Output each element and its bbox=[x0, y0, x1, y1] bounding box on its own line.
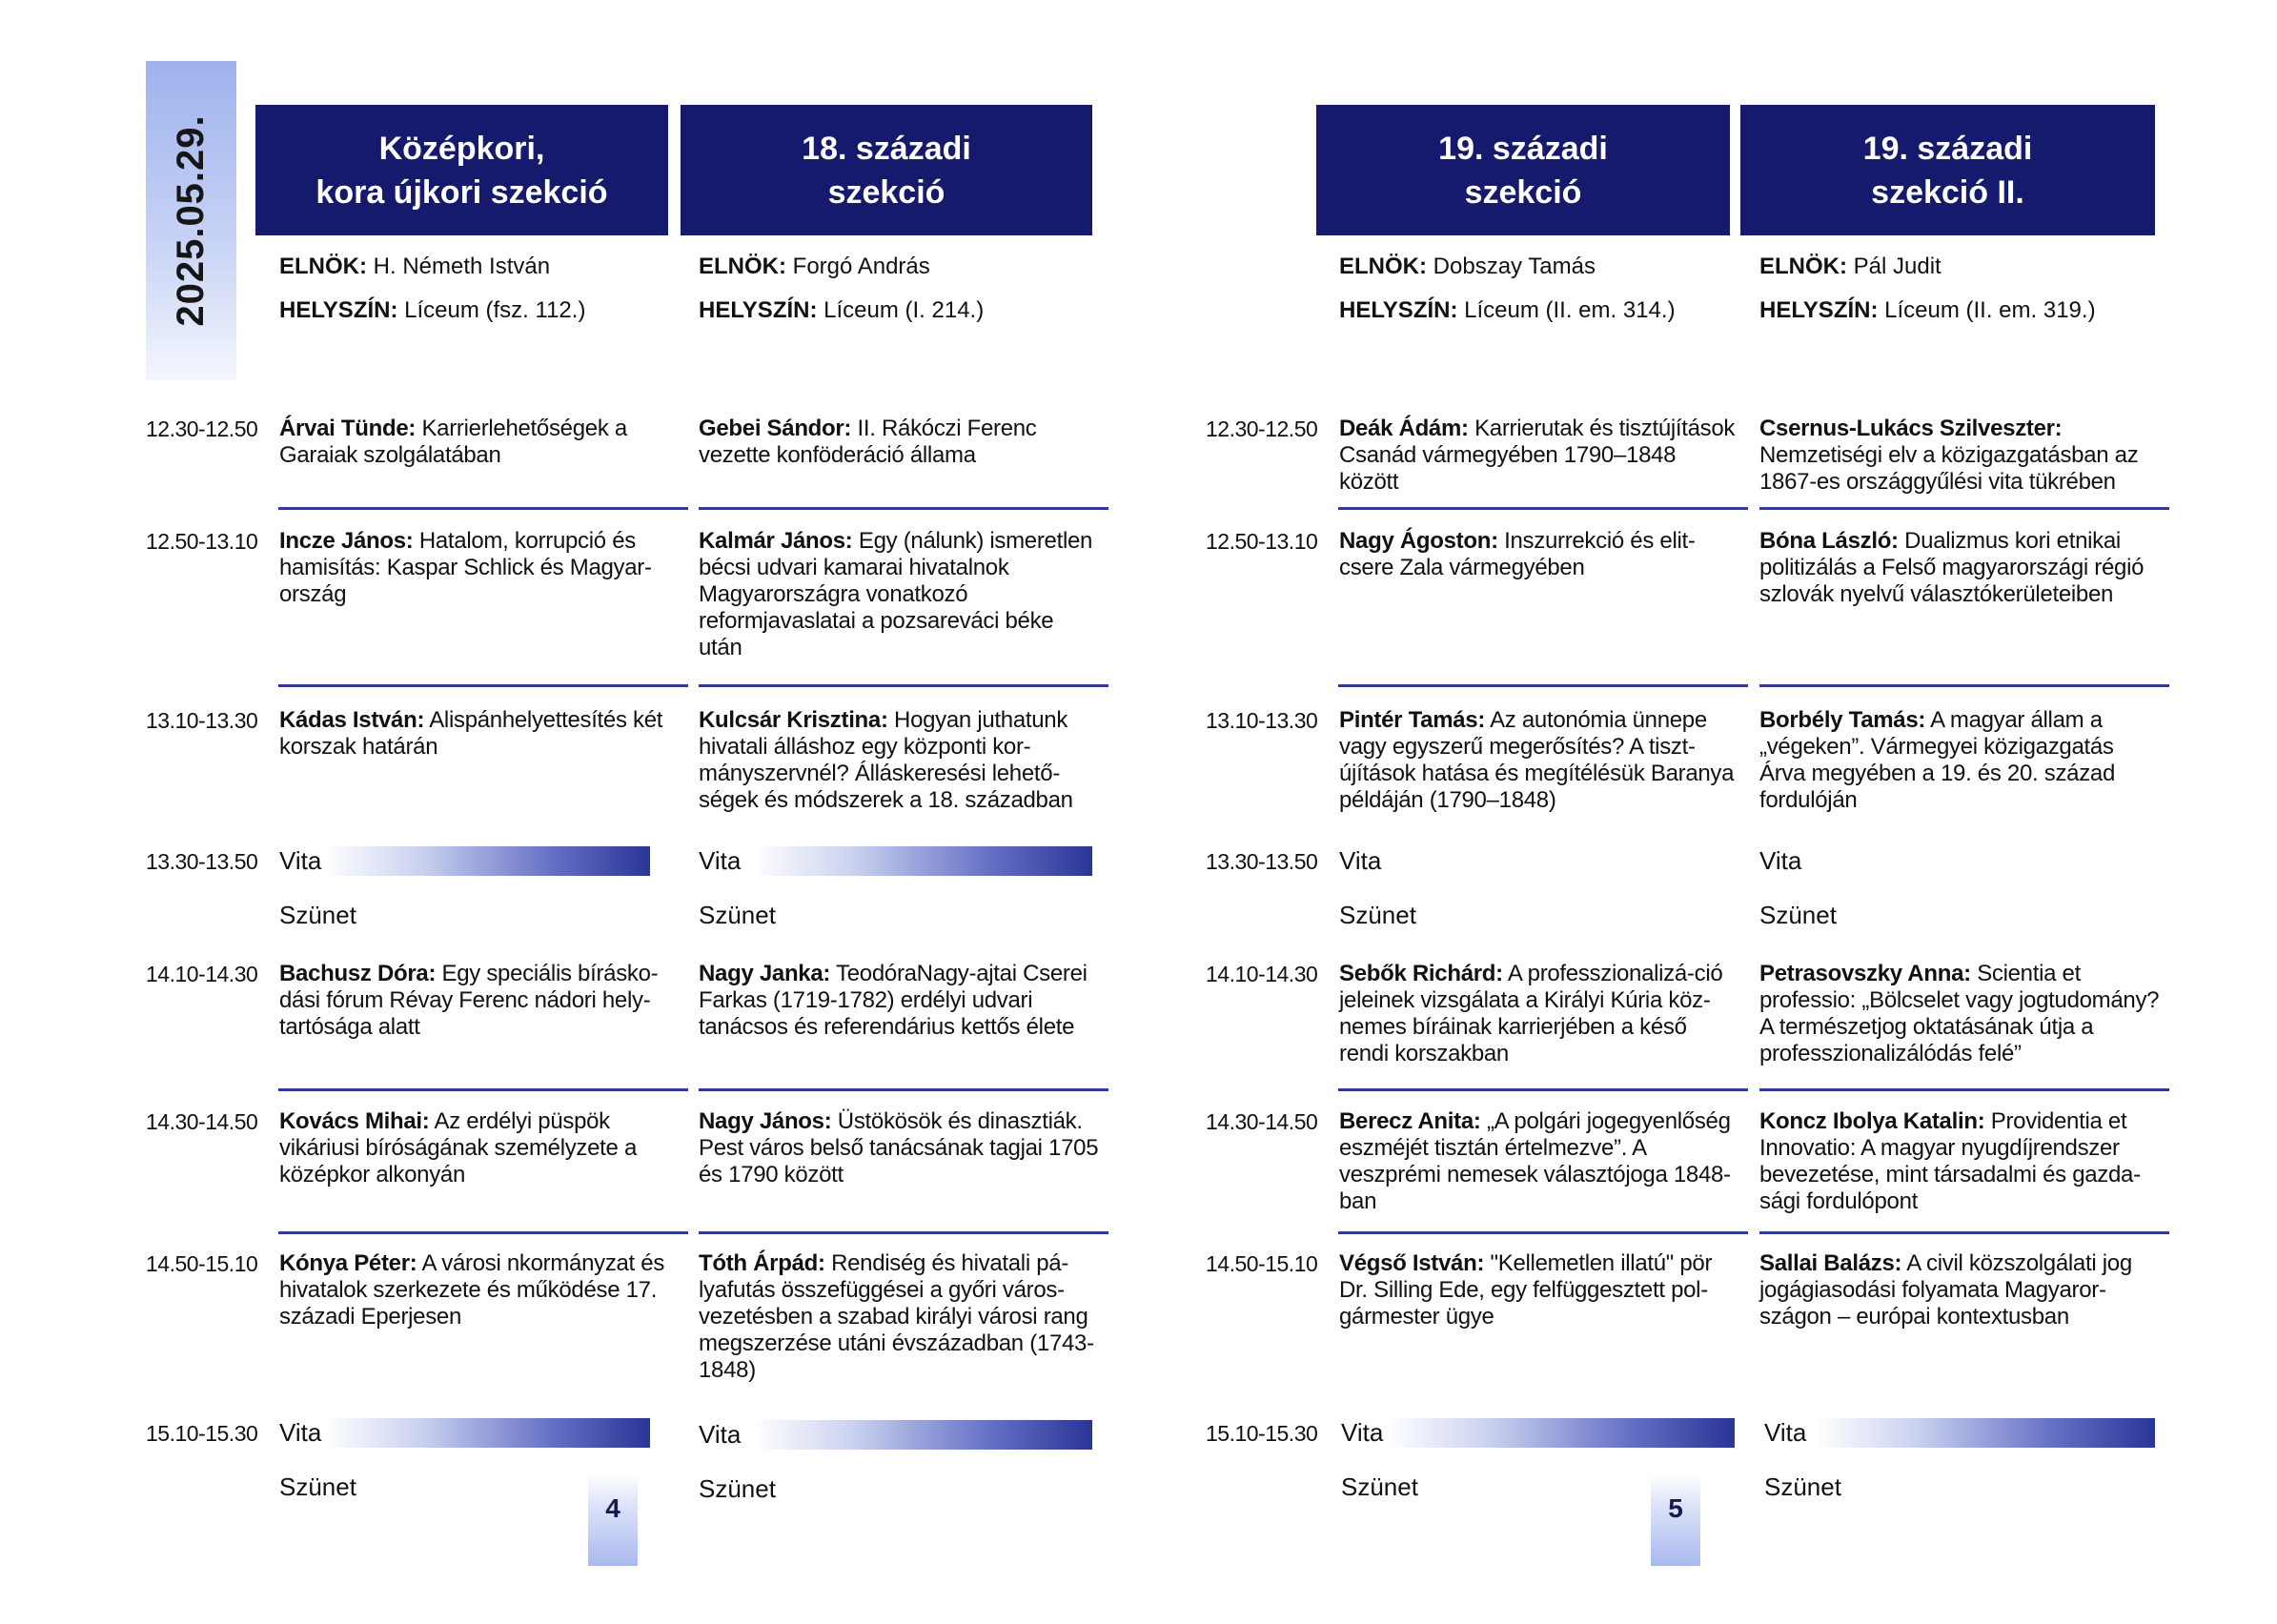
separator bbox=[699, 1088, 1108, 1091]
break-label: Szünet bbox=[1759, 901, 1837, 929]
speaker-name: Bóna László: bbox=[1759, 528, 1899, 554]
separator bbox=[278, 684, 688, 687]
time-slot: 12.50-13.10 bbox=[1206, 529, 1318, 554]
chair-line bbox=[279, 253, 585, 281]
talk-entry bbox=[699, 961, 1099, 1041]
vita-label: Vita bbox=[699, 846, 742, 875]
section-meta bbox=[279, 253, 585, 325]
speaker-name: Pintér Tamás: bbox=[1339, 707, 1486, 733]
talk-title: Nemzetiségi elv a közigazgatásban az 1867-es országgyűlési vita tükrében bbox=[1759, 442, 2139, 495]
chair-name: H. Németh István bbox=[373, 254, 551, 279]
separator bbox=[1759, 1231, 2169, 1234]
talk-title: Scientia et professio: „Bölcselet vagy jogtudomány? A természetjog oktatásának útja a professzionalizálódás felé” bbox=[1759, 961, 2160, 1066]
vita-bar bbox=[324, 1418, 650, 1448]
talk-title: II. Rákóczi Ferenc vezette konföderáció állama bbox=[699, 416, 1037, 468]
page-number: 4 bbox=[588, 1474, 638, 1566]
section-meta bbox=[1339, 253, 1676, 325]
talk-title: Egy (nálunk) ismeretlen bécsi udvari kamarai hivatalnok Magyarországra vonatkozó reformjavaslatai a pozsareváci béke után bbox=[699, 528, 1093, 660]
talk-entry bbox=[699, 1108, 1099, 1188]
speaker-name: Borbély Tamás: bbox=[1759, 707, 1926, 733]
speaker-name: Kádas István: bbox=[279, 707, 425, 733]
break-label: Szünet bbox=[699, 1474, 776, 1503]
chair-label: ELNÖK: bbox=[1759, 254, 1847, 279]
time-slot: 13.10-13.30 bbox=[1206, 708, 1318, 733]
time-slot: 14.50-15.10 bbox=[146, 1251, 258, 1276]
talk-title: Karrierutak és tisztújítások Csanád vármegyében 1790–1848 között bbox=[1339, 416, 1736, 495]
time-slot: 14.30-14.50 bbox=[1206, 1109, 1318, 1134]
separator bbox=[1759, 1088, 2169, 1091]
speaker-name: Kovács Mihai: bbox=[279, 1108, 430, 1134]
venue-label: HELYSZÍN: bbox=[1759, 297, 1879, 323]
vita-label: Vita bbox=[279, 1418, 322, 1447]
date-label: 2025.05.29. bbox=[170, 114, 212, 327]
talk-title: Providentia et Innovatio: A magyar nyugdíjrendszer bevezetése, mint társadalmi és gazdasági fordulópont bbox=[1759, 1108, 2142, 1214]
venue-name: Líceum (I. 214.) bbox=[823, 297, 985, 323]
section-meta bbox=[699, 253, 984, 325]
section-title-line1: 19. századi bbox=[1862, 130, 2033, 167]
talk-entry bbox=[1339, 1108, 1739, 1215]
talk-entry bbox=[279, 707, 680, 761]
talk-title: Hogyan juthatunk hivatali álláshoz egy központi kormányszervnél? Álláskeresési lehetőségek és módszerek a 18. században bbox=[699, 707, 1073, 813]
vita-label: Vita bbox=[1764, 1418, 1807, 1447]
talk-title: Karrierlehetőségek a Garaiak szolgálatában bbox=[279, 416, 627, 468]
break-label: Szünet bbox=[279, 901, 356, 929]
section-title-line2: szekció II. bbox=[1871, 173, 2024, 211]
talk-entry bbox=[1339, 707, 1739, 814]
separator bbox=[699, 507, 1108, 510]
section-title-line2: szekció bbox=[827, 173, 945, 211]
talk-title: A professzionalizá-ció jeleinek vizsgálata a Királyi Kúria köznemes bíráinak karrierjében a késő rendi korszakban bbox=[1339, 961, 1723, 1066]
vita-label: Vita bbox=[1759, 846, 1802, 875]
chair-name: Forgó András bbox=[792, 254, 930, 279]
page-number: 5 bbox=[1651, 1474, 1700, 1566]
vita-bar bbox=[1387, 1418, 1735, 1448]
talk-title: Üstökösök és dinasztiák. Pest város belső tanácsának tagjai 1705 és 1790 között bbox=[699, 1108, 1099, 1188]
section-header-19th bbox=[1316, 105, 1730, 235]
speaker-name: Koncz Ibolya Katalin: bbox=[1759, 1108, 1985, 1134]
time-slot: 15.10-15.30 bbox=[1206, 1421, 1318, 1446]
speaker-name: Incze János: bbox=[279, 528, 414, 554]
chair-label: ELNÖK: bbox=[699, 254, 786, 279]
separator bbox=[1338, 684, 1748, 687]
speaker-name: Deák Ádám: bbox=[1339, 416, 1469, 441]
break-label: Szünet bbox=[1341, 1472, 1418, 1501]
time-slot: 13.10-13.30 bbox=[146, 708, 258, 733]
time-slot: 12.30-12.50 bbox=[146, 416, 258, 441]
venue-line bbox=[1759, 296, 2096, 325]
time-slot: 13.30-13.50 bbox=[1206, 849, 1318, 874]
talk-entry bbox=[1759, 528, 2160, 608]
chair-label: ELNÖK: bbox=[1339, 254, 1427, 279]
section-title-line2: szekció bbox=[1464, 173, 1582, 211]
speaker-name: Tóth Árpád: bbox=[699, 1250, 825, 1276]
chair-line bbox=[1339, 253, 1676, 281]
venue-name: Líceum (fsz. 112.) bbox=[404, 297, 586, 323]
speaker-name: Petrasovszky Anna: bbox=[1759, 961, 1971, 986]
talk-entry bbox=[279, 416, 680, 469]
section-title-line2: kora újkori szekció bbox=[315, 173, 608, 211]
separator bbox=[699, 684, 1108, 687]
chair-name: Pál Judit bbox=[1853, 254, 1942, 279]
talk-title: Inszurrekció és elitcsere Zala vármegyében bbox=[1339, 528, 1696, 580]
talk-title: A városi nkormányzat és hivatalok szerkezete és működése 17. századi Eperjesen bbox=[279, 1250, 665, 1330]
venue-label: HELYSZÍN: bbox=[279, 297, 398, 323]
separator bbox=[1338, 507, 1748, 510]
talk-title: A civil közszolgálati jog jogágiasodási folyamata Magyarországon – európai kontextusban bbox=[1759, 1250, 2132, 1330]
time-slot: 15.10-15.30 bbox=[146, 1421, 258, 1446]
chair-name: Dobszay Tamás bbox=[1433, 254, 1596, 279]
talk-entry bbox=[279, 1250, 680, 1330]
separator bbox=[1338, 1231, 1748, 1234]
talk-entry bbox=[1339, 961, 1739, 1067]
talk-title: Dualizmus kori etnikai politizálás a Felső magyarországi régió szlovák nyelvű választókerületeiben bbox=[1759, 528, 2145, 607]
vita-bar bbox=[324, 846, 650, 876]
section-header-medieval bbox=[255, 105, 668, 235]
speaker-name: Kalmár János: bbox=[699, 528, 853, 554]
break-label: Szünet bbox=[699, 901, 776, 929]
talk-title: Alispánhelyettesítés két korszak határán bbox=[279, 707, 663, 760]
talk-title: „A polgári jogegyenlőség eszméjét tisztán értelmezve”. A veszprémi nemesek választójoga 1848-ban bbox=[1339, 1108, 1731, 1214]
talk-entry bbox=[1339, 1250, 1739, 1330]
speaker-name: Berecz Anita: bbox=[1339, 1108, 1481, 1134]
vita-label: Vita bbox=[1339, 846, 1382, 875]
venue-line bbox=[279, 296, 585, 325]
break-label: Szünet bbox=[1339, 901, 1416, 929]
chair-label: ELNÖK: bbox=[279, 254, 367, 279]
talk-title: Az autonómia ünnepe vagy egyszerű megerősítés? A tisztújítások hatása és megítélésük Baranya példáján (1790–1848) bbox=[1339, 707, 1735, 813]
section-header-19th-2 bbox=[1740, 105, 2155, 235]
talk-entry bbox=[699, 1250, 1099, 1384]
speaker-name: Csernus-Lukács Szilveszter: bbox=[1759, 416, 2063, 441]
talk-entry bbox=[1759, 1108, 2160, 1215]
talk-title: "Kellemetlen illatú" pör Dr. Silling Ede, egy felfüggesztett polgármester ügye bbox=[1339, 1250, 1713, 1330]
speaker-name: Árvai Tünde: bbox=[279, 416, 417, 441]
talk-title: Az erdélyi püspök vikáriusi bíróságának személyzete a középkor alkonyán bbox=[279, 1108, 638, 1188]
talk-entry bbox=[1759, 707, 2160, 814]
separator bbox=[1338, 1088, 1748, 1091]
vita-label: Vita bbox=[279, 846, 322, 875]
time-slot: 14.50-15.10 bbox=[1206, 1251, 1318, 1276]
vita-bar bbox=[753, 846, 1092, 876]
separator bbox=[278, 1231, 688, 1234]
venue-label: HELYSZÍN: bbox=[1339, 297, 1458, 323]
time-slot: 14.10-14.30 bbox=[146, 962, 258, 986]
speaker-name: Kulcsár Krisztina: bbox=[699, 707, 888, 733]
section-title-line1: 18. századi bbox=[802, 130, 971, 167]
talk-title: Egy speciális bíráskodási fórum Révay Ferenc nádori helytartósága alatt bbox=[279, 961, 659, 1040]
speaker-name: Kónya Péter: bbox=[279, 1250, 417, 1276]
talk-entry bbox=[279, 961, 680, 1041]
vita-label: Vita bbox=[1341, 1418, 1384, 1447]
venue-label: HELYSZÍN: bbox=[699, 297, 818, 323]
speaker-name: Bachusz Dóra: bbox=[279, 961, 437, 986]
talk-entry bbox=[1339, 528, 1739, 581]
time-slot: 12.50-13.10 bbox=[146, 529, 258, 554]
talk-entry bbox=[279, 1108, 680, 1188]
venue-line bbox=[699, 296, 984, 325]
chair-line bbox=[699, 253, 984, 281]
separator bbox=[699, 1231, 1108, 1234]
speaker-name: Sebők Richárd: bbox=[1339, 961, 1503, 986]
break-label: Szünet bbox=[1764, 1472, 1841, 1501]
venue-line bbox=[1339, 296, 1676, 325]
time-slot: 14.10-14.30 bbox=[1206, 962, 1318, 986]
separator bbox=[1759, 684, 2169, 687]
talk-entry bbox=[1759, 1250, 2160, 1330]
separator bbox=[278, 1088, 688, 1091]
vita-label: Vita bbox=[699, 1420, 742, 1449]
talk-entry bbox=[699, 528, 1099, 661]
section-header-18th bbox=[681, 105, 1092, 235]
time-slot: 12.30-12.50 bbox=[1206, 416, 1318, 441]
speaker-name: Sallai Balázs: bbox=[1759, 1250, 1902, 1276]
separator bbox=[278, 507, 688, 510]
section-title-line1: Középkori, bbox=[378, 130, 545, 167]
section-title-line1: 19. századi bbox=[1438, 130, 1608, 167]
talk-title: A magyar állam a „végeken”. Vármegyei közigazgatás Árva megyében a 19. és 20. század fordulóján bbox=[1759, 707, 2115, 813]
vita-bar bbox=[1816, 1418, 2155, 1448]
speaker-name: Végső István: bbox=[1339, 1250, 1485, 1276]
talk-entry bbox=[1339, 416, 1739, 496]
venue-name: Líceum (II. em. 314.) bbox=[1464, 297, 1676, 323]
talk-title: Rendiség és hivatali pályafutás összefüggései a győri városvezetésben a szabad királyi városi rang megszerzése utáni évszázadban (1743-1848) bbox=[699, 1250, 1094, 1383]
talk-entry bbox=[279, 528, 680, 608]
talk-entry bbox=[1759, 416, 2160, 496]
section-meta bbox=[1759, 253, 2096, 325]
talk-title: TeodóraNagy-ajtai Cserei Farkas (1719-1782) erdélyi udvari tanácsos és referendárius kettős élete bbox=[699, 961, 1088, 1040]
chair-line bbox=[1759, 253, 2096, 281]
talk-entry bbox=[1759, 961, 2160, 1067]
venue-name: Líceum (II. em. 319.) bbox=[1884, 297, 2096, 323]
break-label: Szünet bbox=[279, 1472, 356, 1501]
separator bbox=[1759, 507, 2169, 510]
vita-bar bbox=[753, 1420, 1092, 1450]
speaker-name: Nagy János: bbox=[699, 1108, 832, 1134]
time-slot: 13.30-13.50 bbox=[146, 849, 258, 874]
speaker-name: Nagy Janka: bbox=[699, 961, 831, 986]
talk-title: Hatalom, korrupció és hamisítás: Kaspar Schlick és Magyarország bbox=[279, 528, 652, 607]
talk-entry bbox=[699, 707, 1099, 814]
talk-entry bbox=[699, 416, 1099, 469]
time-slot: 14.30-14.50 bbox=[146, 1109, 258, 1134]
speaker-name: Nagy Ágoston: bbox=[1339, 528, 1498, 554]
speaker-name: Gebei Sándor: bbox=[699, 416, 852, 441]
date-ribbon bbox=[146, 61, 236, 380]
